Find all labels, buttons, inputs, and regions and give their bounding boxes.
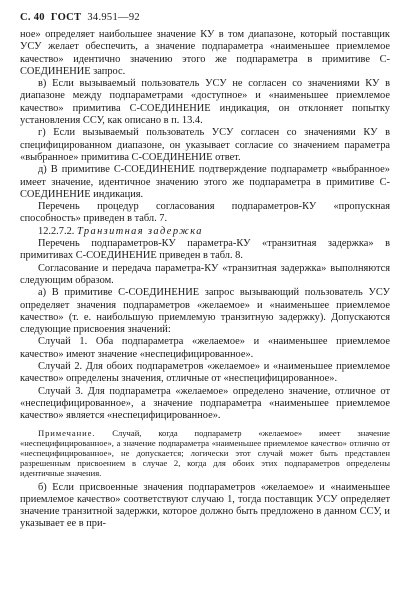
paragraph: б) Если присвоенные значения подпараметров «желаемое» и «наименьшее приемлемое качество» соответствуют случаю 1, тогда поставщик УСУ определяет значение транзитной задержки, которое должно быть предложено в данном ССУ, и указывает ее в при-: [20, 481, 390, 530]
paragraph: Случай 1. Оба подпараметра «желаемое» и «наименьшее приемлемое качество» имеют значение «неспецифицированное».: [20, 336, 390, 360]
paragraph: Перечень процедур согласования подпараметров-КУ «пропускная способность» приведен в табл. 7.: [20, 201, 390, 225]
paragraph: г) Если вызываемый пользователь УСУ согласен со значениями КУ в специфицированном диапазоне, он указывает согласие со значением параметра «выбранное» примитива С-СОЕДИНЕНИЕ ответ.: [20, 127, 390, 163]
paragraph: д) В примитиве С-СОЕДИНЕНИЕ подтверждение подпараметр «выбранное» имеет значение, идентичное значению этого же подпараметра в примитиве С-СОЕДИНЕНИЕ индикация.: [20, 164, 390, 200]
page-number: С. 40: [20, 12, 45, 23]
section-title: Транзитная задержка: [76, 225, 203, 237]
paragraph: в) Если вызываемый пользователь УСУ не согласен со значениями КУ в диапазоне между подпараметрами «доступное» и «наименьшее приемлемое качество» примитива С-СОЕДИНЕНИЕ индикация, он отклоняет попытку установления ССУ, как описано в п. 13.4.: [20, 78, 390, 127]
standard-number: 34.951—92: [87, 12, 140, 23]
paragraph: Случай 2. Для обоих подпараметров «желаемое» и «наименьшее приемлемое качество» определены значения, отличные от «неспецифицированное».: [20, 361, 390, 385]
paragraph: а) В примитиве С-СОЕДИНЕНИЕ запрос вызывающий пользователь УСУ определяет значения подпараметров «желаемое» и «наименьшее приемлемое качество» (т. е. наибольшую приемлемую транзитную задержку). Допускаются следующие присвоения значений:: [20, 287, 390, 336]
note: [20, 428, 390, 479]
note-label: Примечание.: [38, 427, 96, 438]
paragraph: Случай 3. Для подпараметра «желаемое» определено значение, отличное от «неспецифицированное», а значение подпараметра «наименьшее приемлемое качество» является «неспецифицированное».: [20, 385, 390, 422]
page-header: [20, 12, 390, 23]
standard-label: ГОСТ: [50, 12, 82, 23]
paragraph: ное» определяет наибольшее значение КУ в том диапазоне, который поставщик УСУ желает обеспечить, а значение подпараметра «наименьшее приемлемое качество» идентично значению этого же подпараметра в примитиве С-СОЕДИНЕНИЕ запрос.: [20, 29, 390, 77]
paragraph: Согласование и передача параметра-КУ «транзитная задержка» выполняются следующим образом.: [20, 262, 390, 286]
section-number: 12.2.7.2.: [38, 225, 75, 237]
note-text: Случай, когда подпараметр «желаемое» имеет значение «неспецифицированное», а значение подпараметра «наименьшее приемлемое качество» отлично от «неспецифицированное», не допускается; логически этот случай может быть представлен разрешенным присвоением в случае 2, когда для обоих этих подпараметров определены идентичные значения.: [20, 427, 390, 479]
paragraph: Перечень подпараметров-КУ параметра-КУ «транзитная задержка» в примитивах С-СОЕДИНЕНИЕ приведен в табл. 8.: [20, 238, 390, 262]
section-heading: [20, 226, 390, 238]
